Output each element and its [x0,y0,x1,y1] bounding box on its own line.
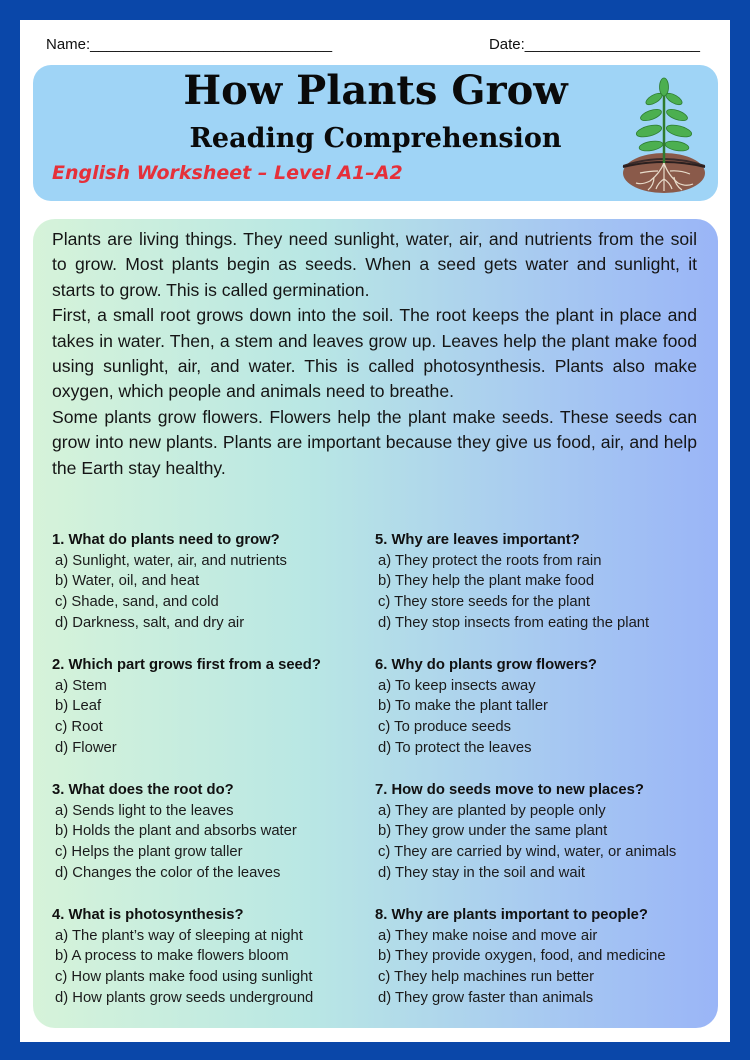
question-title: 2. Which part grows first from a seed? [52,657,321,673]
answer-option: b) They grow under the same plant [378,823,608,840]
answer-option: d) They stop insects from eating the plant [378,614,650,631]
title-banner [33,65,718,201]
answer-option: b) They provide oxygen, food, and medicine [378,948,666,965]
question-block [52,530,372,655]
answer-option: d) Darkness, salt, and dry air [55,614,245,631]
questions-left-column [52,530,372,1030]
reading-passage [52,227,697,481]
answer-option: d) Flower [55,739,117,756]
answer-option: c) How plants make food using sunlight [55,969,313,986]
answer-option: a) They are planted by people only [378,802,606,819]
question-title: 5. Why are leaves important? [375,532,580,548]
content-panel [33,219,718,1028]
answer-option: a) To keep insects away [378,677,536,694]
answer-option: a) Sunlight, water, air, and nutrients [55,552,287,569]
passage-paragraph: Some plants grow flowers. Flowers help the plant make seeds. These seeds can grow into new plants. Plants are important because they give us food, air, and help the Earth stay healthy. [52,406,697,478]
answer-option: a) They protect the roots from rain [378,552,602,569]
worksheet-subtitle: Reading Comprehension [189,123,562,154]
answer-option: b) A process to make flowers bloom [55,948,289,965]
answer-option: c) Helps the plant grow taller [55,844,243,861]
worksheet-page [20,20,730,1042]
answer-option: d) Changes the color of the leaves [55,864,281,881]
question-title: 4. What is photosynthesis? [52,907,244,923]
question-block [52,905,372,1030]
question-block [375,655,715,780]
answer-option: b) Holds the plant and absorbs water [55,823,297,840]
answer-option: c) To produce seeds [378,719,511,736]
question-title: 1. What do plants need to grow? [52,532,280,548]
question-block [375,530,715,655]
answer-option: a) Stem [55,677,107,694]
answer-option: d) To protect the leaves [378,739,532,756]
answer-option: d) How plants grow seeds underground [55,989,314,1006]
answer-option: c) Shade, sand, and cold [55,594,219,611]
question-block [375,905,715,1030]
answer-option: a) The plant’s way of sleeping at night [55,927,303,944]
answer-option: c) They store seeds for the plant [378,594,590,611]
answer-option: c) They are carried by wind, water, or animals [378,844,677,861]
answer-option: c) They help machines run better [378,969,595,986]
question-title: 6. Why do plants grow flowers? [375,657,597,673]
name-date-row [46,36,700,53]
date-field: Date:_____________________ [488,36,700,53]
level-label: English Worksheet – Level A1–A2 [52,162,403,184]
answer-option: b) Leaf [55,698,102,715]
answer-option: c) Root [55,719,103,736]
answer-option: b) They help the plant make food [378,573,595,590]
question-block [52,780,372,905]
question-block [52,655,372,780]
questions-right-column [375,530,715,1030]
passage-paragraph: First, a small root grows down into the soil. The root keeps the plant in place and takes in water. Then, a stem and leaves grow up. Leaves help the plant make food using sunlight, air, and water. This is called photosynthesis. Plants also make oxygen, which people and animals need to breathe. [52,305,697,402]
answer-option: a) Sends light to the leaves [55,802,234,819]
answer-option: d) They grow faster than animals [378,989,594,1006]
plant-icon [614,73,714,198]
answer-option: b) To make the plant taller [378,698,548,715]
question-block [375,780,715,905]
question-title: 7. How do seeds move to new places? [375,782,644,798]
passage-paragraph: Plants are living things. They need sunlight, water, air, and nutrients from the soil to grow. Most plants begin as seeds. When a seed gets water and sunlight, it starts to grow. This is called germination. [52,229,697,300]
name-field: Name:_____________________________ [46,36,333,53]
answer-option: a) They make noise and move air [378,927,598,944]
question-title: 8. Why are plants important to people? [375,907,648,923]
question-title: 3. What does the root do? [52,782,234,798]
worksheet-title: How Plants Grow [183,67,568,114]
answer-option: b) Water, oil, and heat [55,573,200,590]
answer-option: d) They stay in the soil and wait [378,864,585,881]
